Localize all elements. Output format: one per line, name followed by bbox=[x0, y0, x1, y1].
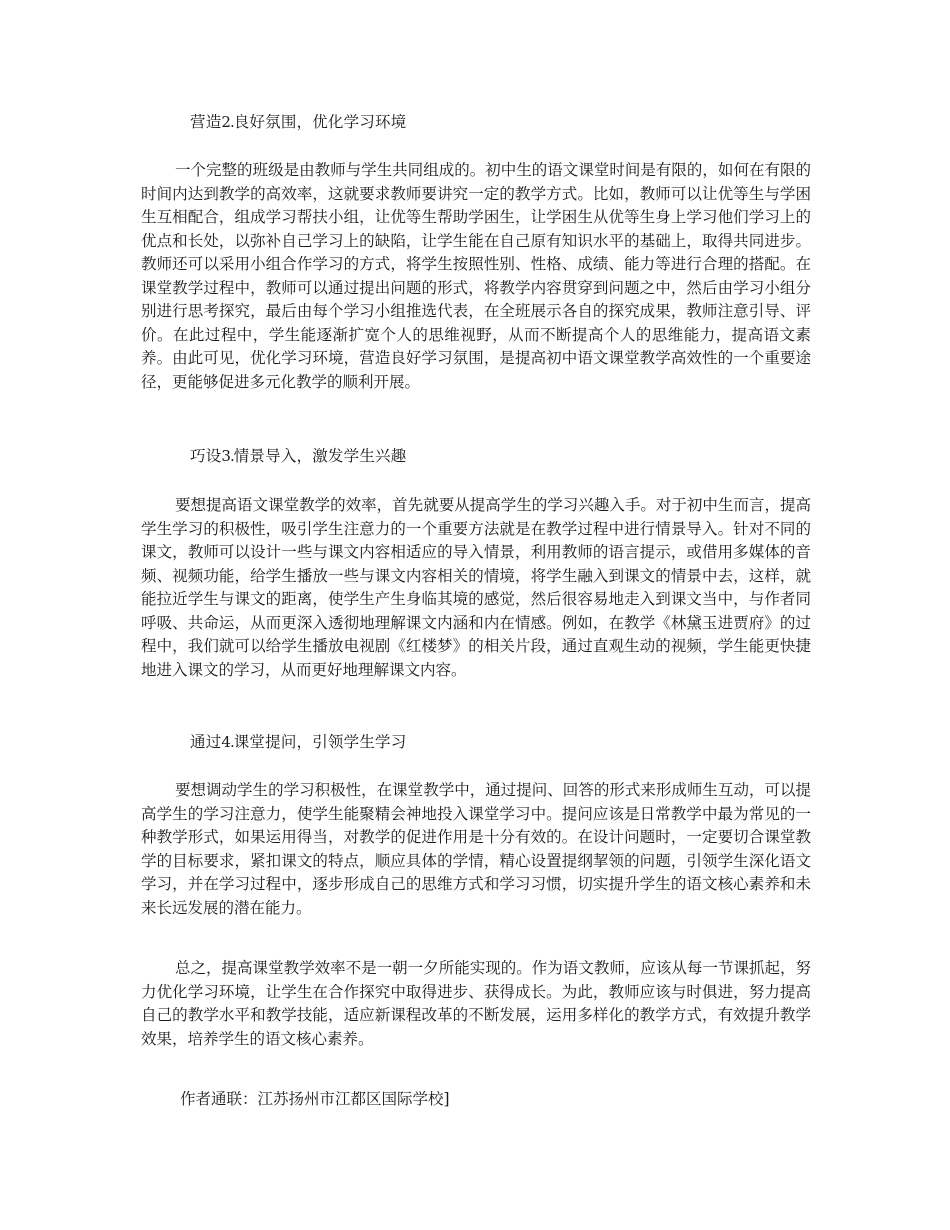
section-3-paragraph: 要想提高语文课堂教学的效率，首先就要从提高学生的学习兴趣入手。对于初中生而言，提高学生学习的积极性，吸引学生注意力的一个重要方法就是在教学过程中进行情景导入。针对不同的课文，教师可以设计一些与课文内容相适应的导入情景，利用教师的语言提示，或借用多媒体的音频、视频功能，给学生播放一些与课文内容相关的情境，将学生融入到课文的情景中去，这样，就能拉近学生与课文的距离，使学生产生身临其境的感觉，然后很容易地走入到课文当中，与作者同呼吸、共命运，从而更深入透彻地理解课文内涵和内在情感。例如，在教学《林黛玉进贾府》的过程中，我们就可以给学生播放电视剧《红楼梦》的相关片段，通过直观生动的视频，学生能更快捷地进入课文的学习，从而更好地理解课文内容。 bbox=[141, 496, 811, 679]
heading-4-number: 4. bbox=[221, 733, 234, 751]
section-2-paragraph: 一个完整的班级是由教师与学生共同组成的。初中生的语文课堂时间是有限的，如何在有限的时间内达到教学的高效率，这就要求教师要讲究一定的教学方式。比如，教师可以让优等生与学困生互相配合，组成学习帮扶小组，让优等生帮助学困生，让学困生从优等生身上学习他们学习上的优点和长处，以弥补自己学习上的缺陷，让学生能在自己原有知识水平的基础上，取得共同进步。教师还可以采用小组合作学习的方式，将学生按照性别、性格、成绩、能力等进行合理的搭配。在课堂教学过程中，教师可以通过提出问题的形式，将教学内容贯穿到问题之中，然后由学习小组分别进行思考探究，最后由每个学习小组推选代表，在全班展示各自的探究成果，教师注意引导、评价。在此过程中，学生能逐渐扩宽个人的思维视野，从而不断提高个人的思维能力，提高语文素养。由此可见，优化学习环境，营造良好学习氛围，是提高初中语文课堂教学高效性的一个重要途径，更能够促进多元化教学的顺利开展。 bbox=[141, 161, 811, 391]
heading-3-title: 情景导入，激发学生兴趣 bbox=[233, 447, 407, 465]
heading-3-pre: 巧设 bbox=[190, 447, 222, 465]
section-heading-2 bbox=[190, 112, 406, 132]
author-contact-note: 作者通联：江苏扬州市江都区国际学校] bbox=[180, 1090, 450, 1108]
heading-2-title: 良好氛围，优化学习环境 bbox=[233, 113, 407, 131]
heading-4-title: 课堂提问，引领学生学习 bbox=[233, 733, 407, 751]
heading-3-number: 3. bbox=[221, 447, 234, 465]
section-4-paragraph: 要想调动学生的学习积极性，在课堂教学中，通过提问、回答的形式来形成师生互动，可以提高学生的学习注意力，使学生能聚精会神地投入课堂学习中。提问应该是日常教学中最为常见的一种教学形式，如果运用得当，对教学的促进作用是十分有效的。在设计问题时，一定要切合课堂教学的目标要求，紧扣课文的特点，顺应具体的学情，精心设置提纲挈领的问题，引领学生深化语文学习，并在学习过程中，逐步形成自己的思维方式和学习习惯，切实提升学生的语文核心素养和未来长远发展的潜在能力。 bbox=[141, 781, 811, 917]
heading-2-pre: 营造 bbox=[190, 113, 222, 131]
heading-2-number: 2. bbox=[221, 113, 234, 131]
heading-4-pre: 通过 bbox=[190, 733, 222, 751]
section-heading-4 bbox=[190, 732, 406, 752]
section-heading-3 bbox=[190, 446, 406, 466]
conclusion-paragraph: 总之，提高课堂教学效率不是一朝一夕所能实现的。作为语文教师，应该从每一节课抓起，努力优化学习环境，让学生在合作探究中取得进步、获得成长。为此，教师应该与时俱进，努力提高自己的教学水平和教学技能，适应新课程改革的不断发展，运用多样化的教学方式，有效提升教学效果，培养学生的语文核心素养。 bbox=[141, 959, 811, 1048]
